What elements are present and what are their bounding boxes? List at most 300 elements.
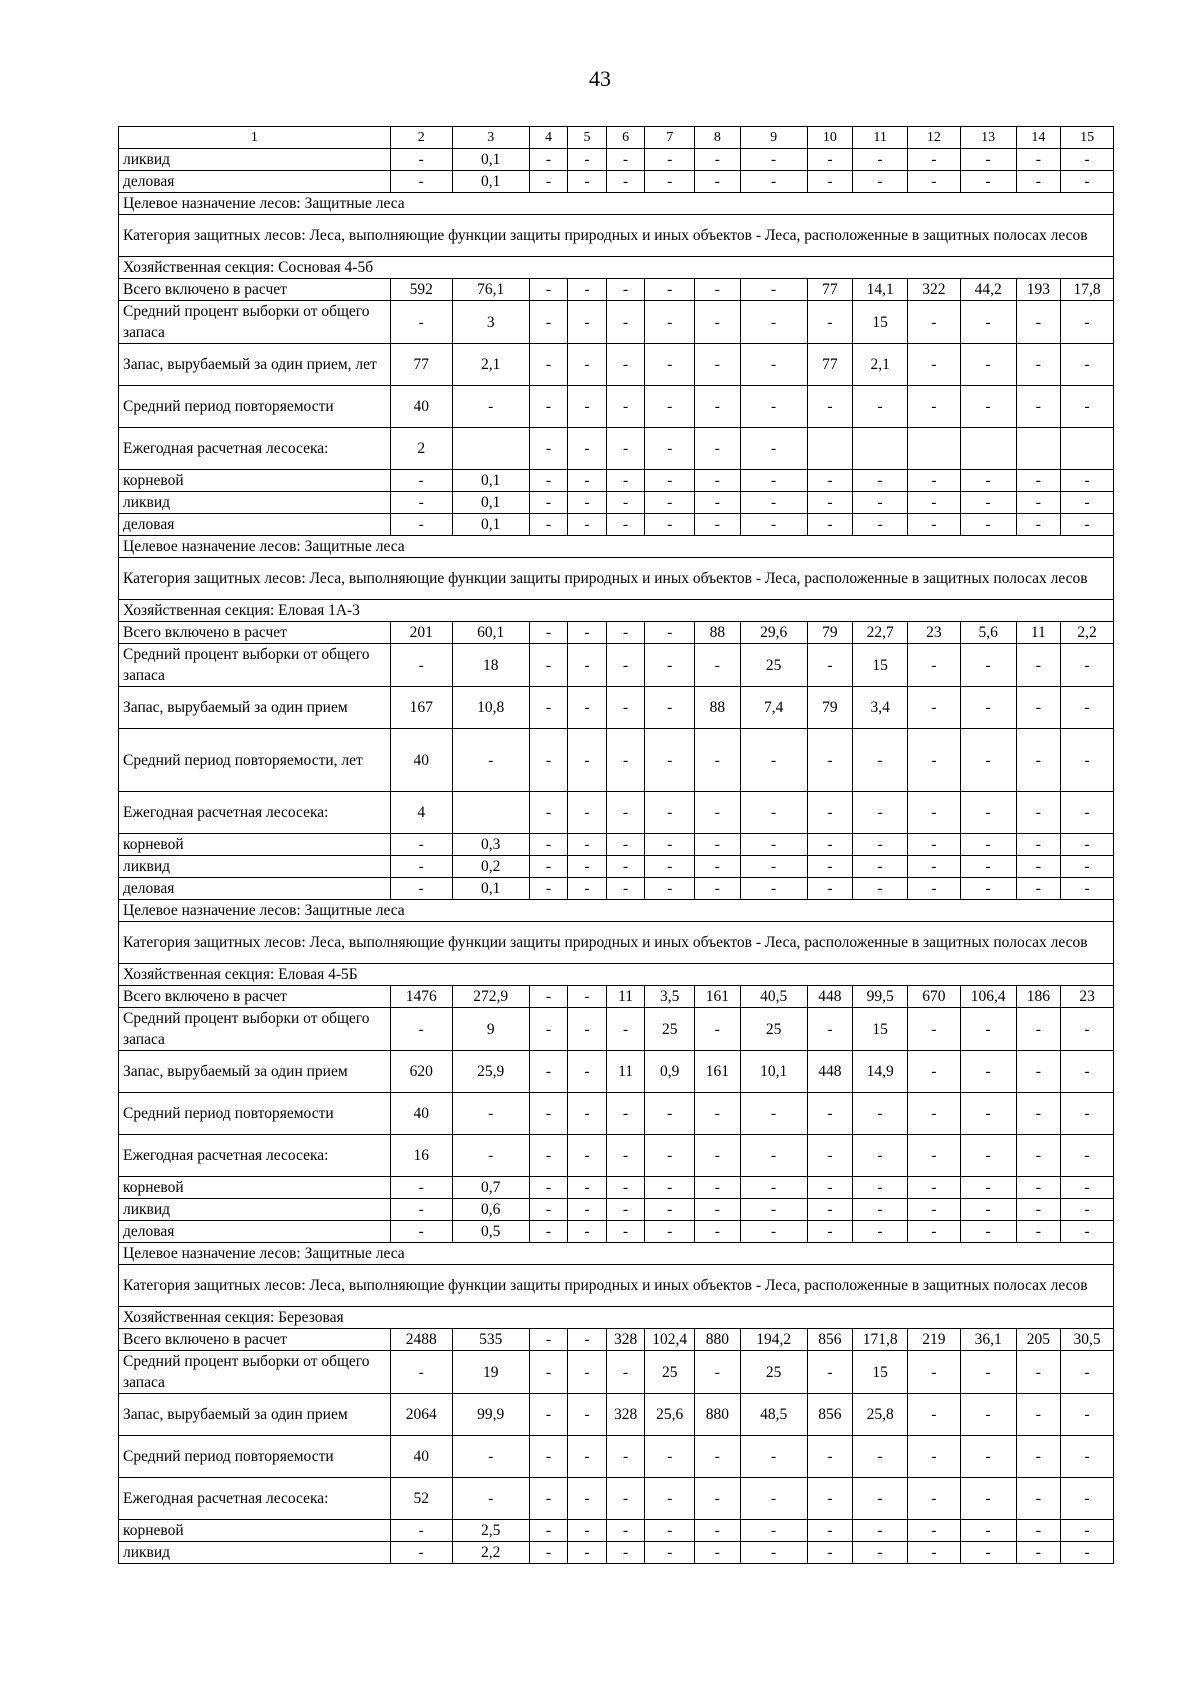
table-cell: 25 xyxy=(645,1351,695,1394)
table-row xyxy=(119,1093,1114,1135)
table-cell: - xyxy=(568,1135,607,1177)
table-cell: - xyxy=(853,856,908,878)
table-cell: - xyxy=(645,1093,695,1135)
table-cell: - xyxy=(960,644,1016,687)
table-cell: - xyxy=(1061,1093,1114,1135)
table-cell: 77 xyxy=(390,344,452,386)
table-cell: - xyxy=(695,386,741,428)
table-cell: - xyxy=(1016,729,1061,792)
table-body xyxy=(119,127,1114,1564)
table-cell: 0,6 xyxy=(452,1199,529,1221)
table-cell: - xyxy=(695,1093,741,1135)
page-number: 43 xyxy=(589,66,611,91)
table-cell: - xyxy=(1016,1008,1061,1051)
table-cell: 171,8 xyxy=(853,1329,908,1351)
table-cell: - xyxy=(807,1008,853,1051)
table-cell: - xyxy=(740,344,807,386)
table-cell: - xyxy=(740,279,807,301)
table-cell: - xyxy=(807,729,853,792)
table-cell: - xyxy=(529,514,568,536)
table-cell: - xyxy=(807,792,853,834)
table-cell: - xyxy=(960,1093,1016,1135)
table-row xyxy=(119,386,1114,428)
table-cell: 205 xyxy=(1016,1329,1061,1351)
table-cell: - xyxy=(960,514,1016,536)
table-cell: - xyxy=(1016,1394,1061,1436)
table-cell: - xyxy=(568,622,607,644)
table-cell xyxy=(908,428,961,470)
table-cell: - xyxy=(1016,1351,1061,1394)
table-cell: 25,9 xyxy=(452,1051,529,1093)
table-row xyxy=(119,1329,1114,1351)
table-cell: - xyxy=(606,1135,645,1177)
table-cell: - xyxy=(960,1436,1016,1478)
table-cell: 18 xyxy=(452,644,529,687)
table-cell: - xyxy=(645,149,695,171)
table-cell: 10,1 xyxy=(740,1051,807,1093)
table-cell: - xyxy=(606,1093,645,1135)
table-cell: - xyxy=(1061,1051,1114,1093)
table-cell: - xyxy=(807,1177,853,1199)
table-cell: - xyxy=(606,1351,645,1394)
table-cell: - xyxy=(908,644,961,687)
table-cell: 40 xyxy=(390,729,452,792)
table-cell: - xyxy=(568,492,607,514)
table-cell: - xyxy=(452,386,529,428)
table-cell: - xyxy=(568,149,607,171)
table-cell: 880 xyxy=(695,1394,741,1436)
table-cell: - xyxy=(960,687,1016,729)
table-cell: - xyxy=(390,492,452,514)
column-number: 5 xyxy=(568,127,607,149)
column-number: 15 xyxy=(1061,127,1114,149)
table-cell: - xyxy=(568,1199,607,1221)
section-header-row xyxy=(119,1243,1114,1265)
table-row xyxy=(119,1478,1114,1520)
table-cell: - xyxy=(1061,792,1114,834)
table-cell: 201 xyxy=(390,622,452,644)
table-cell: 880 xyxy=(695,1329,741,1351)
table-cell: - xyxy=(908,149,961,171)
table-cell: - xyxy=(960,878,1016,900)
table-cell: - xyxy=(529,1329,568,1351)
table-cell: - xyxy=(908,1135,961,1177)
table-cell: - xyxy=(529,428,568,470)
table-cell: 48,5 xyxy=(740,1394,807,1436)
table-cell: - xyxy=(695,344,741,386)
table-cell: - xyxy=(568,1478,607,1520)
row-label: Ежегодная расчетная лесосека: xyxy=(119,792,391,834)
table-cell: 15 xyxy=(853,644,908,687)
table-cell: - xyxy=(529,792,568,834)
table-cell: - xyxy=(740,1221,807,1243)
table-cell: - xyxy=(390,834,452,856)
table-cell: - xyxy=(1016,878,1061,900)
row-label: Всего включено в расчет xyxy=(119,1329,391,1351)
table-row xyxy=(119,428,1114,470)
table-cell: - xyxy=(1016,470,1061,492)
table-cell: - xyxy=(960,171,1016,193)
table-cell: - xyxy=(695,878,741,900)
table-cell: 2488 xyxy=(390,1329,452,1351)
table-cell: - xyxy=(853,1520,908,1542)
table-cell: - xyxy=(1061,301,1114,344)
table-cell: - xyxy=(1016,492,1061,514)
column-number: 6 xyxy=(606,127,645,149)
table-cell: - xyxy=(390,301,452,344)
table-cell: - xyxy=(853,149,908,171)
table-cell: - xyxy=(529,171,568,193)
table-cell: - xyxy=(740,514,807,536)
table-cell: - xyxy=(390,149,452,171)
row-label: Всего включено в расчет xyxy=(119,986,391,1008)
table-cell: - xyxy=(1016,1177,1061,1199)
table-cell: - xyxy=(1061,514,1114,536)
allowable-cut-table xyxy=(118,126,1114,1564)
table-cell: - xyxy=(1016,1520,1061,1542)
table-cell: - xyxy=(1061,834,1114,856)
table-cell: - xyxy=(645,1221,695,1243)
table-cell: - xyxy=(390,171,452,193)
table-cell: - xyxy=(1016,687,1061,729)
table-cell: - xyxy=(606,644,645,687)
table-cell: 0,1 xyxy=(452,470,529,492)
table-cell: - xyxy=(853,878,908,900)
table-cell: 0,9 xyxy=(645,1051,695,1093)
table-cell: 25 xyxy=(740,1351,807,1394)
table-cell: - xyxy=(529,301,568,344)
table-cell: 40 xyxy=(390,386,452,428)
table-cell: - xyxy=(908,1351,961,1394)
table-cell: 14,9 xyxy=(853,1051,908,1093)
table-cell: - xyxy=(1016,644,1061,687)
table-cell: - xyxy=(695,1520,741,1542)
section-header-text: Категория защитных лесов: Леса, выполняющие функции защиты природных и иных объектов - Леса, расположенные в защитных полосах лесов xyxy=(119,215,1114,257)
table-cell: - xyxy=(807,1351,853,1394)
row-label: Всего включено в расчет xyxy=(119,279,391,301)
table-cell: - xyxy=(740,301,807,344)
table-cell: - xyxy=(740,149,807,171)
table-cell: - xyxy=(645,301,695,344)
table-cell: - xyxy=(1061,1394,1114,1436)
table-cell: - xyxy=(529,1177,568,1199)
table-cell: - xyxy=(695,1542,741,1564)
table-cell: - xyxy=(695,1199,741,1221)
row-label: Запас, вырубаемый за один прием xyxy=(119,1051,391,1093)
table-cell: 88 xyxy=(695,622,741,644)
table-cell: - xyxy=(853,1478,908,1520)
table-row xyxy=(119,492,1114,514)
table-cell: - xyxy=(529,1436,568,1478)
table-cell: - xyxy=(960,856,1016,878)
table-cell xyxy=(452,428,529,470)
table-cell: - xyxy=(908,1051,961,1093)
table-cell: - xyxy=(645,878,695,900)
table-cell: 10,8 xyxy=(452,687,529,729)
table-cell: - xyxy=(568,1542,607,1564)
table-cell: - xyxy=(807,856,853,878)
table-cell: - xyxy=(1061,1008,1114,1051)
section-header-row xyxy=(119,215,1114,257)
table-row xyxy=(119,1199,1114,1221)
table-cell: - xyxy=(568,1520,607,1542)
table-cell: - xyxy=(1061,1221,1114,1243)
table-cell: 16 xyxy=(390,1135,452,1177)
table-cell: 40,5 xyxy=(740,986,807,1008)
table-cell: - xyxy=(529,1008,568,1051)
section-header-text: Целевое назначение лесов: Защитные леса xyxy=(119,1243,1114,1265)
table-cell: - xyxy=(645,171,695,193)
table-cell: - xyxy=(645,792,695,834)
table-cell: - xyxy=(529,386,568,428)
table-cell: - xyxy=(695,1478,741,1520)
table-row xyxy=(119,856,1114,878)
table-cell: - xyxy=(529,149,568,171)
table-cell: - xyxy=(1061,729,1114,792)
table-cell: - xyxy=(645,386,695,428)
table-cell: - xyxy=(695,1436,741,1478)
table-cell: - xyxy=(908,1478,961,1520)
table-row xyxy=(119,834,1114,856)
table-cell: - xyxy=(390,1520,452,1542)
table-row xyxy=(119,687,1114,729)
table-cell: - xyxy=(452,1135,529,1177)
table-cell: - xyxy=(529,344,568,386)
table-cell: - xyxy=(606,729,645,792)
table-cell: - xyxy=(853,1221,908,1243)
table-cell: - xyxy=(645,622,695,644)
table-cell: - xyxy=(695,492,741,514)
table-cell: - xyxy=(853,1199,908,1221)
column-number: 12 xyxy=(908,127,961,149)
table-cell: - xyxy=(606,514,645,536)
table-row xyxy=(119,644,1114,687)
table-cell: - xyxy=(568,1351,607,1394)
table-cell: - xyxy=(606,687,645,729)
table-cell: - xyxy=(807,644,853,687)
table-cell: - xyxy=(695,279,741,301)
table-cell: - xyxy=(645,1478,695,1520)
table-row xyxy=(119,1436,1114,1478)
table-cell xyxy=(452,792,529,834)
section-header-row xyxy=(119,1265,1114,1307)
table-cell: - xyxy=(390,514,452,536)
table-row xyxy=(119,1394,1114,1436)
table-cell: - xyxy=(695,644,741,687)
table-cell: - xyxy=(452,1478,529,1520)
table-cell: - xyxy=(807,386,853,428)
table-cell: 2,2 xyxy=(452,1542,529,1564)
table-cell: - xyxy=(960,149,1016,171)
table-cell: - xyxy=(645,834,695,856)
table-cell: - xyxy=(529,492,568,514)
table-cell: 328 xyxy=(606,1329,645,1351)
table-cell: - xyxy=(1016,856,1061,878)
table-header-row xyxy=(119,127,1114,149)
table-cell: - xyxy=(807,1542,853,1564)
table-cell: - xyxy=(807,1093,853,1135)
section-header-row xyxy=(119,1307,1114,1329)
table-row xyxy=(119,1520,1114,1542)
table-cell: 29,6 xyxy=(740,622,807,644)
table-row xyxy=(119,878,1114,900)
table-cell: 23 xyxy=(908,622,961,644)
table-cell: 856 xyxy=(807,1329,853,1351)
table-cell: 856 xyxy=(807,1394,853,1436)
table-cell: - xyxy=(960,1051,1016,1093)
table-cell: - xyxy=(960,1199,1016,1221)
table-cell: - xyxy=(390,644,452,687)
table-cell: - xyxy=(568,428,607,470)
table-cell: - xyxy=(452,1093,529,1135)
table-cell: - xyxy=(740,729,807,792)
table-cell: - xyxy=(568,514,607,536)
table-cell: - xyxy=(606,1199,645,1221)
table-cell: - xyxy=(529,1093,568,1135)
table-cell: - xyxy=(606,1436,645,1478)
table-cell: 1476 xyxy=(390,986,452,1008)
table-cell: - xyxy=(568,1177,607,1199)
table-cell: 193 xyxy=(1016,279,1061,301)
table-cell: - xyxy=(529,687,568,729)
table-cell: - xyxy=(452,729,529,792)
table-cell: - xyxy=(960,1008,1016,1051)
table-cell: - xyxy=(645,1542,695,1564)
table-cell: - xyxy=(606,301,645,344)
table-cell: - xyxy=(529,834,568,856)
table-cell: - xyxy=(908,1436,961,1478)
row-label: Средний период повторяемости xyxy=(119,386,391,428)
table-cell: - xyxy=(568,470,607,492)
table-cell: - xyxy=(645,428,695,470)
table-cell: - xyxy=(529,1221,568,1243)
table-cell: - xyxy=(645,1436,695,1478)
table-cell: - xyxy=(853,834,908,856)
table-cell: - xyxy=(606,386,645,428)
table-cell: - xyxy=(529,729,568,792)
table-cell: 11 xyxy=(606,1051,645,1093)
section-header-row xyxy=(119,536,1114,558)
column-number: 13 xyxy=(960,127,1016,149)
table-cell: 0,1 xyxy=(452,492,529,514)
table-cell: - xyxy=(529,1199,568,1221)
table-cell: - xyxy=(908,492,961,514)
table-cell: - xyxy=(606,1478,645,1520)
table-cell: - xyxy=(1061,1177,1114,1199)
table-row xyxy=(119,301,1114,344)
table-cell: - xyxy=(645,729,695,792)
table-cell: - xyxy=(529,1135,568,1177)
table-cell: - xyxy=(645,279,695,301)
table-cell: - xyxy=(606,171,645,193)
table-cell: - xyxy=(807,1436,853,1478)
row-label: Средний период повторяемости, лет xyxy=(119,729,391,792)
table-cell: - xyxy=(695,1135,741,1177)
row-label: Средний период повторяемости xyxy=(119,1093,391,1135)
table-cell: - xyxy=(853,470,908,492)
table-cell: - xyxy=(908,729,961,792)
table-cell: - xyxy=(568,687,607,729)
section-header-text: Целевое назначение лесов: Защитные леса xyxy=(119,193,1114,215)
table-cell: 448 xyxy=(807,986,853,1008)
table-cell: - xyxy=(1016,1199,1061,1221)
row-label: деловая xyxy=(119,1221,391,1243)
table-cell: 0,7 xyxy=(452,1177,529,1199)
row-label: деловая xyxy=(119,514,391,536)
row-label: Ежегодная расчетная лесосека: xyxy=(119,1135,391,1177)
table-cell: - xyxy=(1061,1199,1114,1221)
table-cell: - xyxy=(1016,1051,1061,1093)
table-cell: - xyxy=(960,834,1016,856)
table-cell: 40 xyxy=(390,1093,452,1135)
table-cell: 2,5 xyxy=(452,1520,529,1542)
table-cell: - xyxy=(606,1177,645,1199)
table-cell: - xyxy=(452,1436,529,1478)
table-cell: - xyxy=(529,1394,568,1436)
row-label: Ежегодная расчетная лесосека: xyxy=(119,428,391,470)
table-row xyxy=(119,344,1114,386)
table-row xyxy=(119,514,1114,536)
table-cell: - xyxy=(1016,149,1061,171)
table-row xyxy=(119,1221,1114,1243)
row-label: деловая xyxy=(119,878,391,900)
section-header-text: Категория защитных лесов: Леса, выполняющие функции защиты природных и иных объектов - Леса, расположенные в защитных полосах лесов xyxy=(119,558,1114,600)
table-cell: - xyxy=(960,492,1016,514)
table-cell: - xyxy=(568,729,607,792)
table-cell: - xyxy=(695,514,741,536)
table-cell: - xyxy=(568,301,607,344)
table-row xyxy=(119,1135,1114,1177)
row-label: ликвид xyxy=(119,1542,391,1564)
table-cell xyxy=(807,428,853,470)
table-cell: - xyxy=(1061,470,1114,492)
table-row xyxy=(119,171,1114,193)
table-cell: - xyxy=(740,1093,807,1135)
table-cell: - xyxy=(695,1008,741,1051)
table-cell: - xyxy=(1016,834,1061,856)
table-cell: - xyxy=(1061,878,1114,900)
table-cell: - xyxy=(908,514,961,536)
table-cell: - xyxy=(807,492,853,514)
table-cell: - xyxy=(1016,1135,1061,1177)
section-header-row xyxy=(119,600,1114,622)
section-header-row xyxy=(119,257,1114,279)
table-cell: 99,5 xyxy=(853,986,908,1008)
table-cell: - xyxy=(1061,1478,1114,1520)
table-cell: - xyxy=(908,1177,961,1199)
table-row xyxy=(119,729,1114,792)
table-cell: 448 xyxy=(807,1051,853,1093)
table-cell: 15 xyxy=(853,301,908,344)
table-cell: 79 xyxy=(807,687,853,729)
table-cell: - xyxy=(695,1351,741,1394)
table-cell: - xyxy=(529,622,568,644)
table-cell: 2,2 xyxy=(1061,622,1114,644)
table-cell: - xyxy=(529,878,568,900)
table-cell: 161 xyxy=(695,1051,741,1093)
row-label: Запас, вырубаемый за один прием, лет xyxy=(119,344,391,386)
table-cell: - xyxy=(695,428,741,470)
table-cell: - xyxy=(740,1199,807,1221)
table-cell: - xyxy=(568,878,607,900)
table-cell: - xyxy=(908,171,961,193)
table-cell: - xyxy=(740,492,807,514)
table-row xyxy=(119,1051,1114,1093)
table-cell: - xyxy=(960,1520,1016,1542)
table-cell: - xyxy=(807,1520,853,1542)
table-cell: - xyxy=(807,878,853,900)
table-cell: - xyxy=(606,834,645,856)
